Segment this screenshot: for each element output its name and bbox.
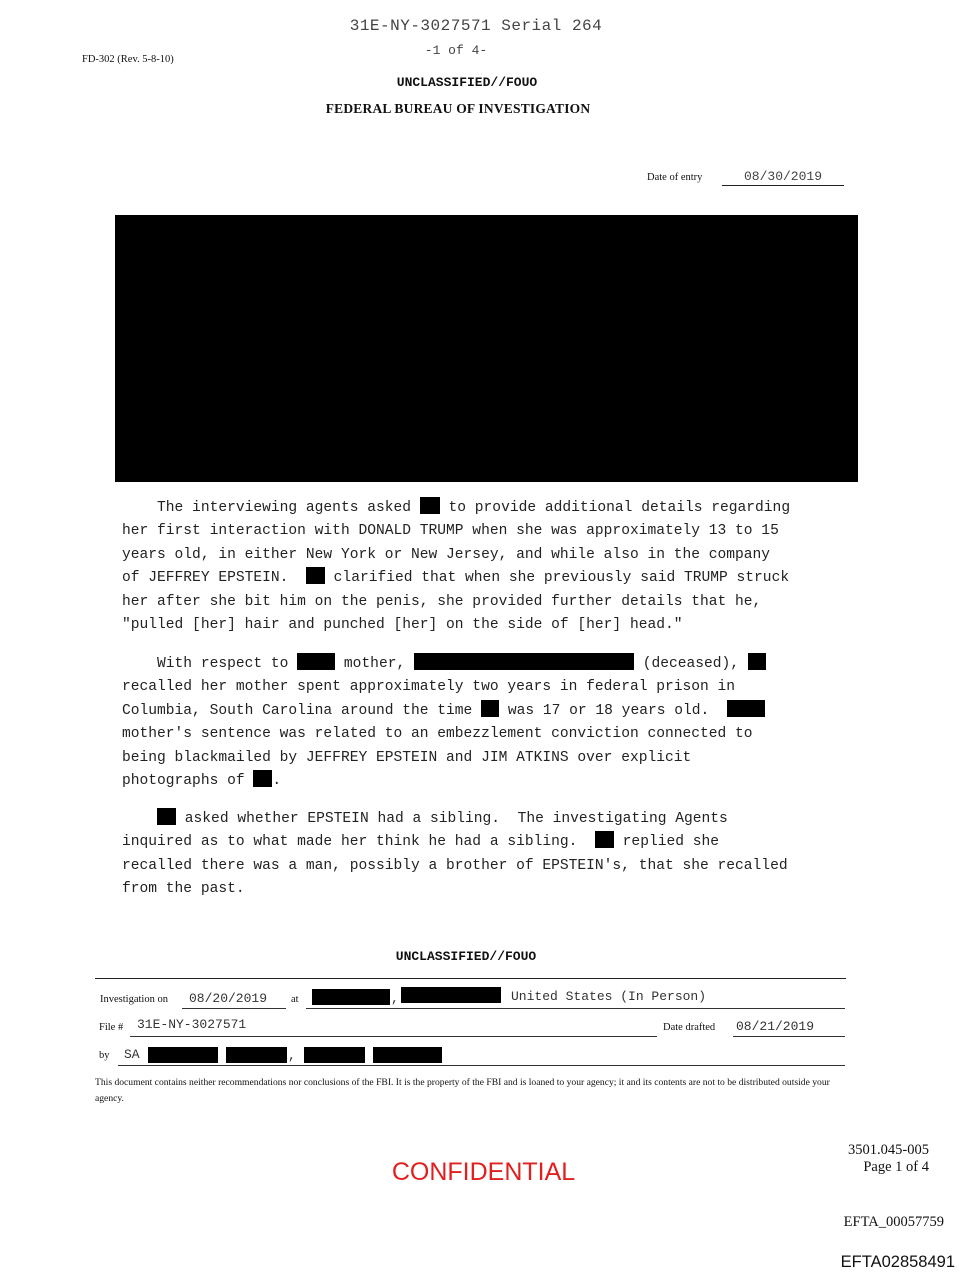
text-span: asked whether EPSTEIN had a sibling. The investigating Agents — [176, 811, 728, 827]
page-label: Page 1 of 4 — [863, 1159, 929, 1175]
text-span: (deceased), — [633, 656, 748, 672]
redaction-inline — [297, 653, 335, 670]
text-line: recalled her mother spent approximately two years in federal prison in — [122, 679, 736, 696]
redaction-inline — [312, 989, 390, 1005]
investigation-on-label: Investigation on — [100, 994, 168, 1005]
date-drafted-label: Date drafted — [663, 1022, 716, 1033]
text-span: The interviewing agents asked — [122, 500, 420, 516]
redaction-block — [115, 215, 858, 482]
text-line: from the past. — [122, 881, 245, 898]
redaction-inline — [595, 831, 614, 848]
text-span: clarified that when she previously said TRUMP struck — [324, 570, 790, 587]
comma-separator: , — [391, 991, 399, 1006]
agency-name: FEDERAL BUREAU OF INVESTIGATION — [325, 101, 591, 116]
divider — [95, 978, 846, 979]
text-span: mother, — [335, 656, 414, 672]
by-label: by — [99, 1050, 110, 1061]
document-serial: 31E-NY-3027571 Serial 264 — [349, 17, 603, 35]
redaction-inline — [304, 1047, 365, 1063]
paragraph-2 — [122, 653, 852, 793]
field-underline — [182, 1008, 286, 1009]
file-number-label: File # — [99, 1022, 124, 1033]
field-underline — [130, 1036, 657, 1037]
redaction-inline — [481, 700, 499, 717]
text-span: photographs of — [122, 772, 254, 789]
bates-number-1: EFTA_00057759 — [843, 1214, 944, 1230]
redaction-inline — [157, 808, 176, 825]
field-underline — [733, 1036, 845, 1037]
redaction-inline — [306, 567, 325, 584]
exhibit-number: 3501.045-005 — [848, 1142, 929, 1158]
text-span: replied she — [613, 834, 720, 851]
text-span: Columbia, South Carolina around the time — [122, 702, 482, 719]
date-drafted: 08/21/2019 — [736, 1019, 815, 1034]
text-line: her first interaction with DONALD TRUMP when she was approximately 13 to 15 — [122, 523, 779, 540]
text-line: her after she bit him on the penis, she provided further details that he, — [122, 593, 762, 610]
date-of-entry-value: 08/30/2019 — [722, 169, 844, 186]
disclaimer: This document contains neither recommendations nor conclusions of the FBI. It is the property of the FBI and is loaned to your agency; it and its contents are not to be distributed outside your agency. — [95, 1077, 830, 1104]
text-span: . — [272, 772, 282, 789]
at-label: at — [291, 994, 299, 1005]
redaction-inline — [748, 653, 766, 670]
classification-bottom: UNCLASSIFIED//FOUO — [395, 949, 537, 964]
text-span: was 17 or 18 years old. — [499, 702, 727, 719]
redaction-inline — [420, 497, 440, 514]
redaction-inline — [727, 700, 765, 717]
comma-separator: , — [288, 1048, 296, 1063]
classification-top: UNCLASSIFIED//FOUO — [396, 75, 538, 90]
page-counter: -1 of 4- — [424, 43, 488, 58]
text-line: being blackmailed by JEFFREY EPSTEIN and JIM ATKINS over explicit — [122, 749, 692, 766]
text-span — [122, 811, 157, 827]
redaction-inline — [148, 1047, 218, 1063]
text-line: mother's sentence was related to an embezzlement conviction connected to — [122, 726, 753, 743]
text-line: years old, in either New York or New Jersey, and while also in the company — [122, 546, 771, 563]
text-span: to provide additional details regarding — [439, 500, 791, 516]
confidential-stamp: CONFIDENTIAL — [391, 1158, 576, 1186]
redaction-inline — [401, 987, 501, 1003]
location-suffix: United States (In Person) — [511, 989, 707, 1004]
text-line: recalled there was a man, possibly a brother of EPSTEIN's, that she recalled — [122, 857, 788, 874]
paragraph-1 — [122, 497, 852, 637]
text-line: "pulled [her] hair and punched [her] on the side of [her] head." — [122, 616, 683, 633]
text-span: of JEFFREY EPSTEIN. — [122, 570, 306, 587]
redaction-inline — [414, 653, 634, 670]
investigation-date: 08/20/2019 — [189, 991, 268, 1006]
file-number: 31E-NY-3027571 — [137, 1017, 247, 1032]
text-span: With respect to — [122, 656, 298, 672]
field-underline — [118, 1065, 845, 1066]
redaction-inline — [373, 1047, 442, 1063]
agent-prefix: SA — [124, 1047, 140, 1062]
redaction-inline — [253, 770, 272, 787]
form-number: FD-302 (Rev. 5-8-10) — [82, 54, 174, 65]
text-span: inquired as to what made her think he had a sibling. — [122, 834, 595, 851]
date-of-entry-label: Date of entry — [647, 172, 703, 183]
paragraph-3 — [122, 808, 852, 902]
redaction-inline — [226, 1047, 287, 1063]
field-underline — [306, 1008, 845, 1009]
bates-number-2: EFTA02858491 — [840, 1253, 955, 1271]
